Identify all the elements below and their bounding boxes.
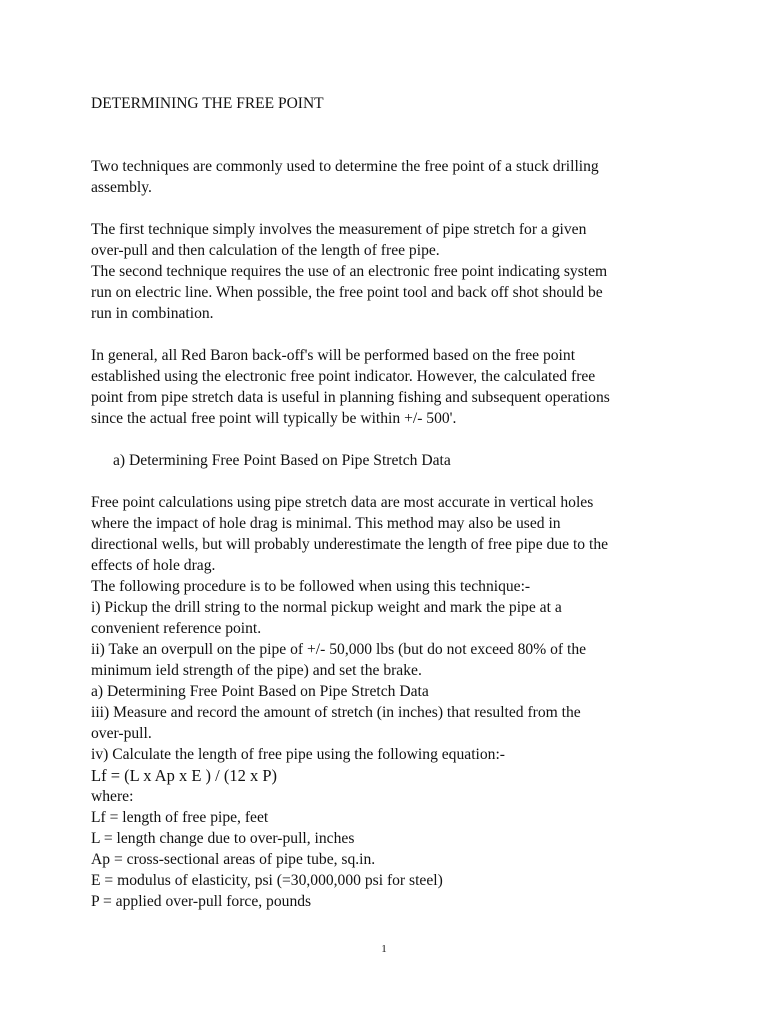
text-line: directional wells, but will probably underestimate the length of free pipe due to the xyxy=(91,536,609,553)
text-line: iv) Calculate the length of free pipe using the following equation:- xyxy=(91,746,505,763)
text-line: established using the electronic free point indicator. However, the calculated free xyxy=(91,368,596,385)
text-line: over-pull. xyxy=(91,725,152,742)
text-line: i) Pickup the drill string to the normal pickup weight and mark the pipe at a xyxy=(91,599,562,616)
document-body xyxy=(91,156,691,912)
text-line: iii) Measure and record the amount of stretch (in inches) that resulted from the xyxy=(91,704,581,721)
text-line: run in combination. xyxy=(91,305,214,322)
text-line: ii) Take an overpull on the pipe of +/- 50,000 lbs (but do not exceed 80% of the xyxy=(91,641,587,658)
text-line: Two techniques are commonly used to determine the free point of a stuck drilling xyxy=(91,158,599,175)
text-line: effects of hole drag. xyxy=(91,557,216,574)
section-heading: a) Determining Free Point Based on Pipe Stretch Data xyxy=(113,452,451,469)
text-line: point from pipe stretch data is useful in planning fishing and subsequent operations xyxy=(91,389,610,406)
free-pipe-equation: Lf = (L x Ap x E ) / (12 x P) xyxy=(91,766,278,785)
procedure-paragraph xyxy=(91,492,691,765)
document-title: DETERMINING THE FREE POINT xyxy=(91,95,324,112)
text-line: over-pull and then calculation of the length of free pipe. xyxy=(91,242,440,259)
general-paragraph xyxy=(91,345,691,429)
text-line: a) Determining Free Point Based on Pipe Stretch Data xyxy=(91,683,429,700)
text-line: assembly. xyxy=(91,179,152,196)
definition-item: Lf = length of free pipe, feet xyxy=(91,809,269,826)
text-line: minimum ield strength of the pipe) and set the brake. xyxy=(91,662,422,679)
where-label: where: xyxy=(91,788,134,805)
text-line: The second technique requires the use of an electronic free point indicating system xyxy=(91,263,608,280)
definition-item: E = modulus of elasticity, psi (=30,000,000 psi for steel) xyxy=(91,872,443,889)
text-line: In general, all Red Baron back-off's will be performed based on the free point xyxy=(91,347,576,364)
text-line: since the actual free point will typically be within +/- 500'. xyxy=(91,410,457,427)
text-line: The first technique simply involves the measurement of pipe stretch for a given xyxy=(91,221,587,238)
definition-item: P = applied over-pull force, pounds xyxy=(91,893,312,910)
text-line: Free point calculations using pipe stretch data are most accurate in vertical holes xyxy=(91,494,594,511)
page-number: 1 xyxy=(381,943,387,955)
text-line: run on electric line. When possible, the free point tool and back off shot should be xyxy=(91,284,603,301)
text-line: where the impact of hole drag is minimal. This method may also be used in xyxy=(91,515,561,532)
definition-item: L = length change due to over-pull, inches xyxy=(91,830,355,847)
techniques-paragraph xyxy=(91,219,691,324)
text-line: convenient reference point. xyxy=(91,620,262,637)
intro-paragraph xyxy=(91,156,691,198)
definition-item: Ap = cross-sectional areas of pipe tube, sq.in. xyxy=(91,851,376,868)
definitions-list xyxy=(91,807,691,912)
text-line: The following procedure is to be followed when using this technique:- xyxy=(91,578,531,595)
